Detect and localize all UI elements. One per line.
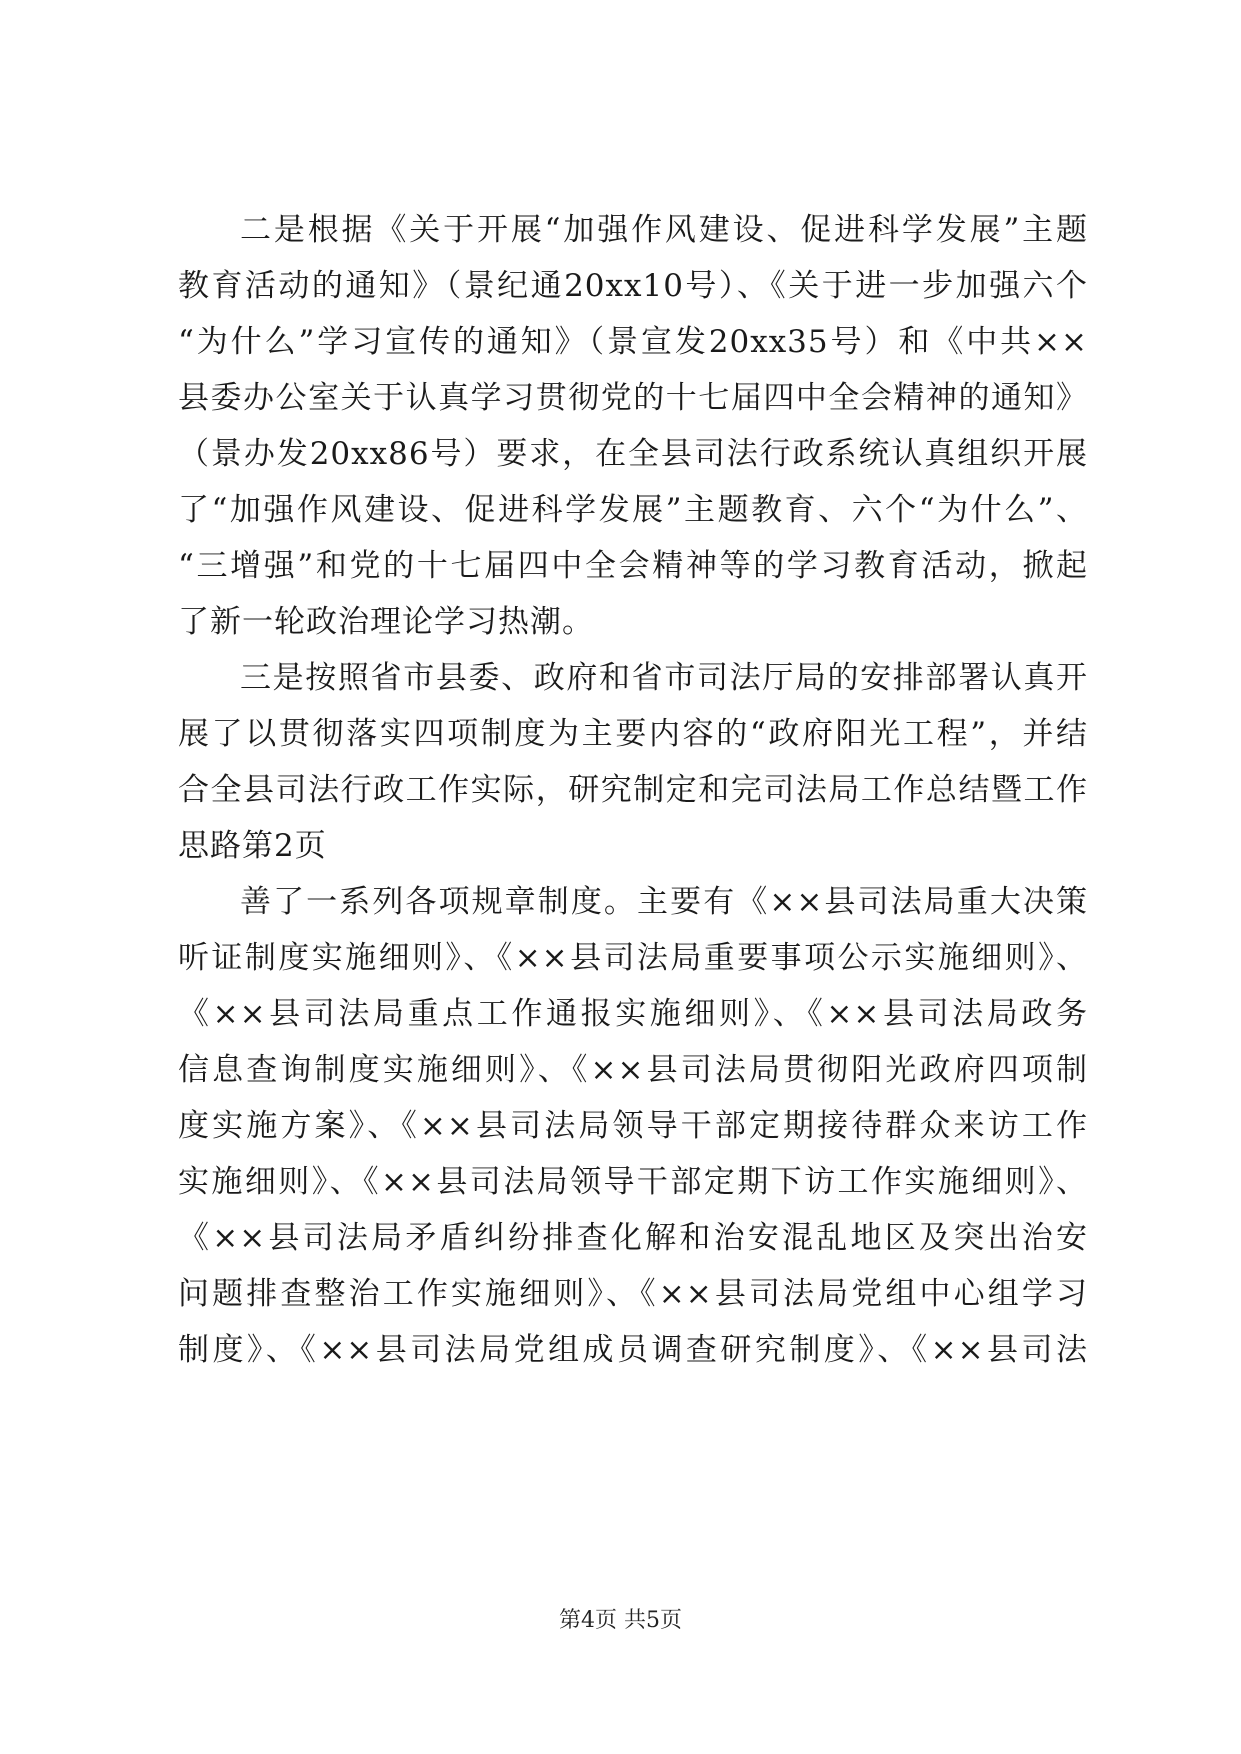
paragraph-2-line-8: 了新一轮政治理论学习热潮。 (178, 604, 594, 640)
paragraph-2-line-4: 县委办公室关于认真学习贯彻党的十七届四中全会精神的通知》 (178, 380, 1088, 416)
paragraph-2-line-6: 了“加强作风建设、促进科学发展”主题教育、六个“为什么”、 (178, 492, 1088, 528)
paragraph-4-line-5: 度实施方案》、《××县司法局领导干部定期接待群众来访工作 (178, 1108, 1088, 1144)
paragraph-3-line-2: 展了以贯彻落实四项制度为主要内容的“政府阳光工程”，并结 (178, 716, 1088, 752)
page-footer: 第4页 共5页 (559, 1608, 682, 1633)
paragraph-3-line-4: 思路第2页 (178, 828, 327, 864)
paragraph-4-line-4: 信息查询制度实施细则》、《××县司法局贯彻阳光政府四项制 (178, 1052, 1088, 1088)
paragraph-3-line-3: 合全县司法行政工作实际，研究制定和完司法局工作总结暨工作 (178, 772, 1088, 808)
paragraph-4-line-7: 《××县司法局矛盾纠纷排查化解和治安混乱地区及突出治安 (178, 1220, 1088, 1256)
paragraph-4-line-3: 《××县司法局重点工作通报实施细则》、《××县司法局政务 (178, 996, 1088, 1032)
paragraph-4-line-8: 问题排查整治工作实施细则》、《××县司法局党组中心组学习 (178, 1276, 1088, 1312)
paragraph-4-line-2: 听证制度实施细则》、《××县司法局重要事项公示实施细则》、 (178, 940, 1088, 976)
paragraph-2-line-2: 教育活动的通知》（景纪通20xx10号）、《关于进一步加强六个 (178, 268, 1088, 304)
paragraph-2-line-5: （景办发20xx86号）要求，在全县司法行政系统认真组织开展 (178, 436, 1088, 472)
paragraph-2-line-1: 二是根据《关于开展“加强作风建设、促进科学发展”主题 (240, 212, 1088, 248)
paragraph-2-line-7: “三增强”和党的十七届四中全会精神等的学习教育活动，掀起 (178, 548, 1088, 584)
paragraph-2-line-3: “为什么”学习宣传的通知》（景宣发20xx35号）和《中共×× (178, 324, 1088, 360)
paragraph-4-line-6: 实施细则》、《××县司法局领导干部定期下访工作实施细则》、 (178, 1164, 1088, 1200)
paragraph-3-line-1: 三是按照省市县委、政府和省市司法厅局的安排部署认真开 (240, 660, 1088, 696)
paragraph-4-line-9: 制度》、《××县司法局党组成员调查研究制度》、《××县司法 (178, 1332, 1088, 1368)
paragraph-4-line-1: 善了一系列各项规章制度。主要有《××县司法局重大决策 (240, 884, 1088, 920)
